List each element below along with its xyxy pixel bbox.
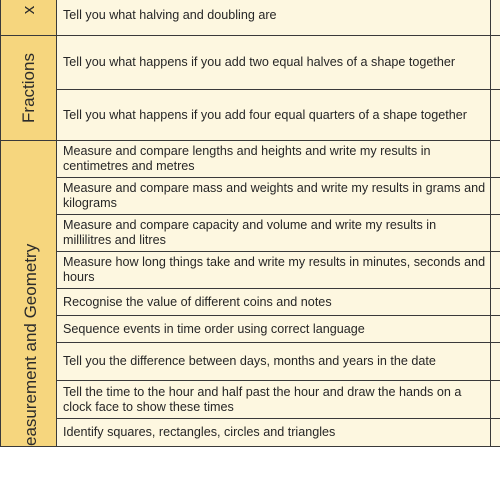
statement-cell: Tell the time to the hour and half past the hour and draw the hands on a clock face to show these times [57, 381, 491, 419]
checkbox-cell[interactable] [491, 90, 500, 141]
statement-cell: Tell you the difference between days, months and years in the date [57, 343, 491, 381]
table-row [1, 381, 500, 419]
statement-cell: Measure how long things take and write my results in minutes, seconds and hours [57, 252, 491, 289]
checkbox-cell[interactable] [491, 178, 500, 215]
statement-cell: Sequence events in time order using correct language [57, 316, 491, 343]
table-row [1, 36, 500, 90]
table-row [1, 252, 500, 289]
checkbox-cell[interactable] [491, 419, 500, 447]
checkbox-cell[interactable] [491, 343, 500, 381]
statement-cell: Measure and compare mass and weights and write my results in grams and kilograms [57, 178, 491, 215]
checkbox-cell[interactable] [491, 36, 500, 90]
table-row [1, 343, 500, 381]
category-label: Fractions [18, 53, 38, 123]
table-row [1, 215, 500, 252]
table-row [1, 316, 500, 343]
table-row [1, 419, 500, 447]
checkbox-cell[interactable] [491, 252, 500, 289]
table-row [1, 178, 500, 215]
checkbox-cell[interactable] [491, 0, 500, 36]
category-cell-fractions [1, 36, 57, 141]
category-cell-measurement [1, 141, 57, 447]
checkbox-cell[interactable] [491, 141, 500, 178]
table-row [1, 90, 500, 141]
statement-cell: Tell you what halving and doubling are [57, 0, 491, 36]
table-row [1, 141, 500, 178]
table-row [1, 289, 500, 316]
statement-cell: Identify squares, rectangles, circles and triangles [57, 419, 491, 447]
statement-cell: Tell you what happens if you add two equal halves of a shape together [57, 36, 491, 90]
checkbox-cell[interactable] [491, 289, 500, 316]
category-cell-top [1, 0, 57, 36]
category-label: easurement and Geometry [21, 243, 40, 446]
statement-cell: Measure and compare capacity and volume and write my results in millilitres and litres [57, 215, 491, 252]
statement-cell: Measure and compare lengths and heights and write my results in centimetres and metres [57, 141, 491, 178]
category-label: x [18, 5, 38, 15]
checkbox-cell[interactable] [491, 316, 500, 343]
table-row [1, 0, 500, 36]
statement-cell: Recognise the value of different coins and notes [57, 289, 491, 316]
statement-cell: Tell you what happens if you add four equal quarters of a shape together [57, 90, 491, 141]
checkbox-cell[interactable] [491, 215, 500, 252]
checkbox-cell[interactable] [491, 381, 500, 419]
